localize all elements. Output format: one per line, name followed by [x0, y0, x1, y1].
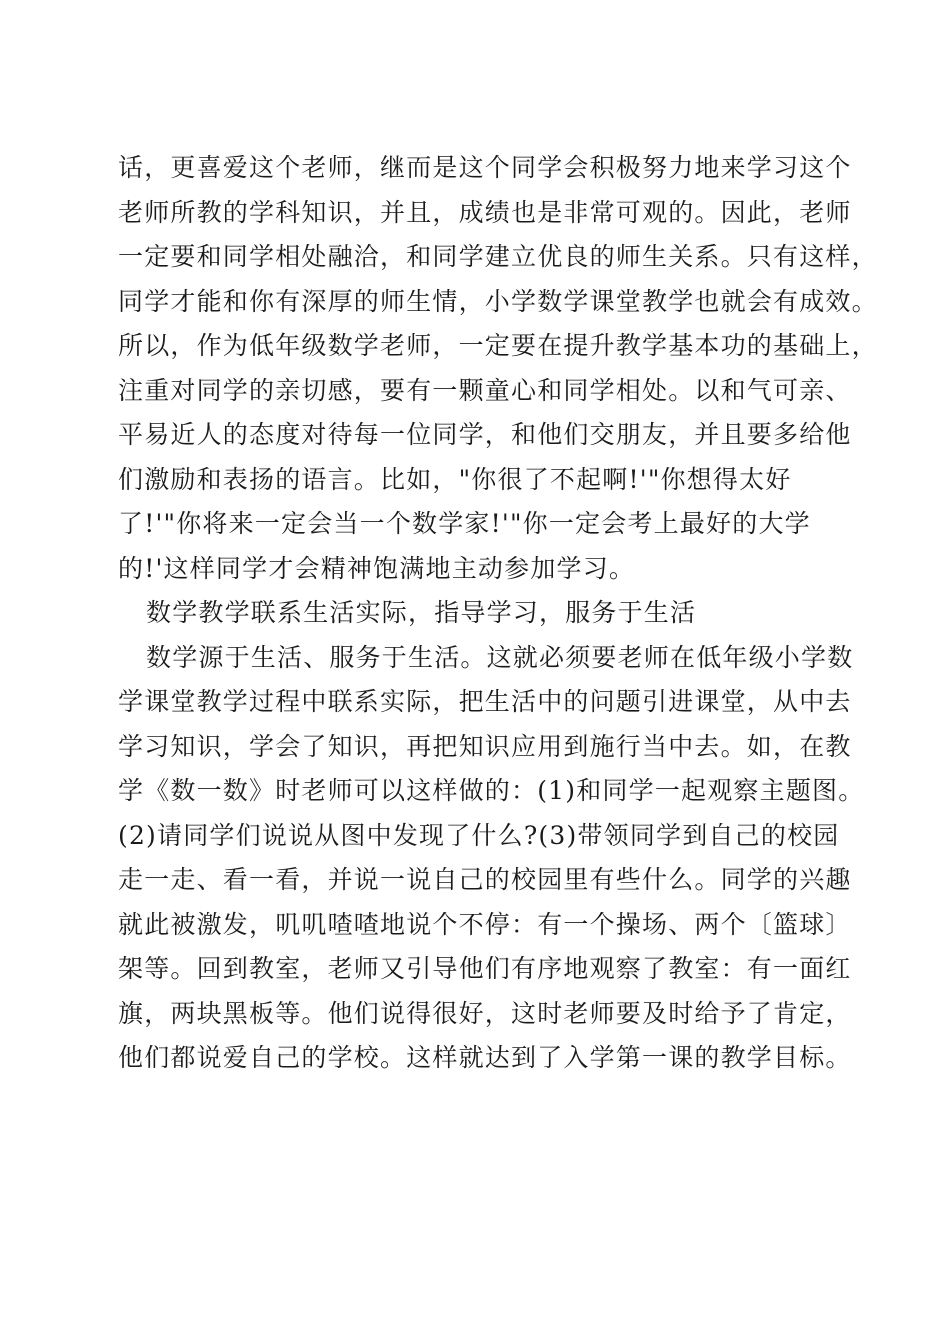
text-line: 走一走、看一看，并说一说自己的校园里有些什么。同学的兴趣: [118, 865, 852, 894]
text-line: 架等。回到教室，老师又引导他们有序地观察了教室：有一面红: [118, 954, 852, 983]
text-line: 同学才能和你有深厚的师生情，小学数学课堂教学也就会有成效。: [118, 286, 878, 316]
text-line: 了!'"你将来一定会当一个数学家!'"你一定会考上最好的大学: [118, 509, 811, 538]
text-line: 所以，作为低年级数学老师，一定要在提升教学基本功的基础上，: [118, 331, 878, 360]
text-line: (2)请同学们说说从图中发现了什么?(3)带领同学到自己的校园: [118, 820, 840, 850]
text-line: 们激励和表扬的语言。比如，"你很了不起啊!'"你想得太好: [118, 464, 792, 494]
text-line: 老师所教的学科知识，并且，成绩也是非常可观的。因此，老师: [118, 197, 852, 227]
text-line: 的!'这样同学才会精神饱满地主动参加学习。: [118, 553, 636, 583]
text-line: 旗，两块黑板等。他们说得很好，这时老师要及时给予了肯定，: [118, 998, 852, 1028]
text-line: 平易近人的态度对待每一位同学，和他们交朋友，并且要多给他: [118, 420, 852, 449]
text-line: 学《数一数》时老师可以这样做的：(1)和同学一起观察主题图。: [118, 776, 865, 805]
body-text: [118, 146, 878, 1081]
text-line: 一定要和同学相处融洽，和同学建立优良的师生关系。只有这样，: [118, 242, 878, 271]
section-heading: 数学教学联系生活实际，指导学习，服务于生活: [146, 598, 697, 627]
text-line: 他们都说爱自己的学校。这样就达到了入学第一课的教学目标。: [118, 1043, 852, 1072]
text-line: 注重对同学的亲切感，要有一颗童心和同学相处。以和气可亲、: [118, 375, 852, 405]
text-line: 数学源于生活、服务于生活。这就必须要老师在低年级小学数: [146, 642, 854, 672]
text-line: 话，更喜爱这个老师，继而是这个同学会积极努力地来学习这个: [118, 153, 852, 182]
text-line: 学课堂教学过程中联系实际，把生活中的问题引进课堂，从中去: [118, 687, 852, 716]
text-line: 就此被激发，叽叽喳喳地说个不停：有一个操场、两个〔篮球〕: [118, 909, 852, 939]
text-line: 学习知识，学会了知识，再把知识应用到施行当中去。如，在教: [118, 731, 852, 761]
